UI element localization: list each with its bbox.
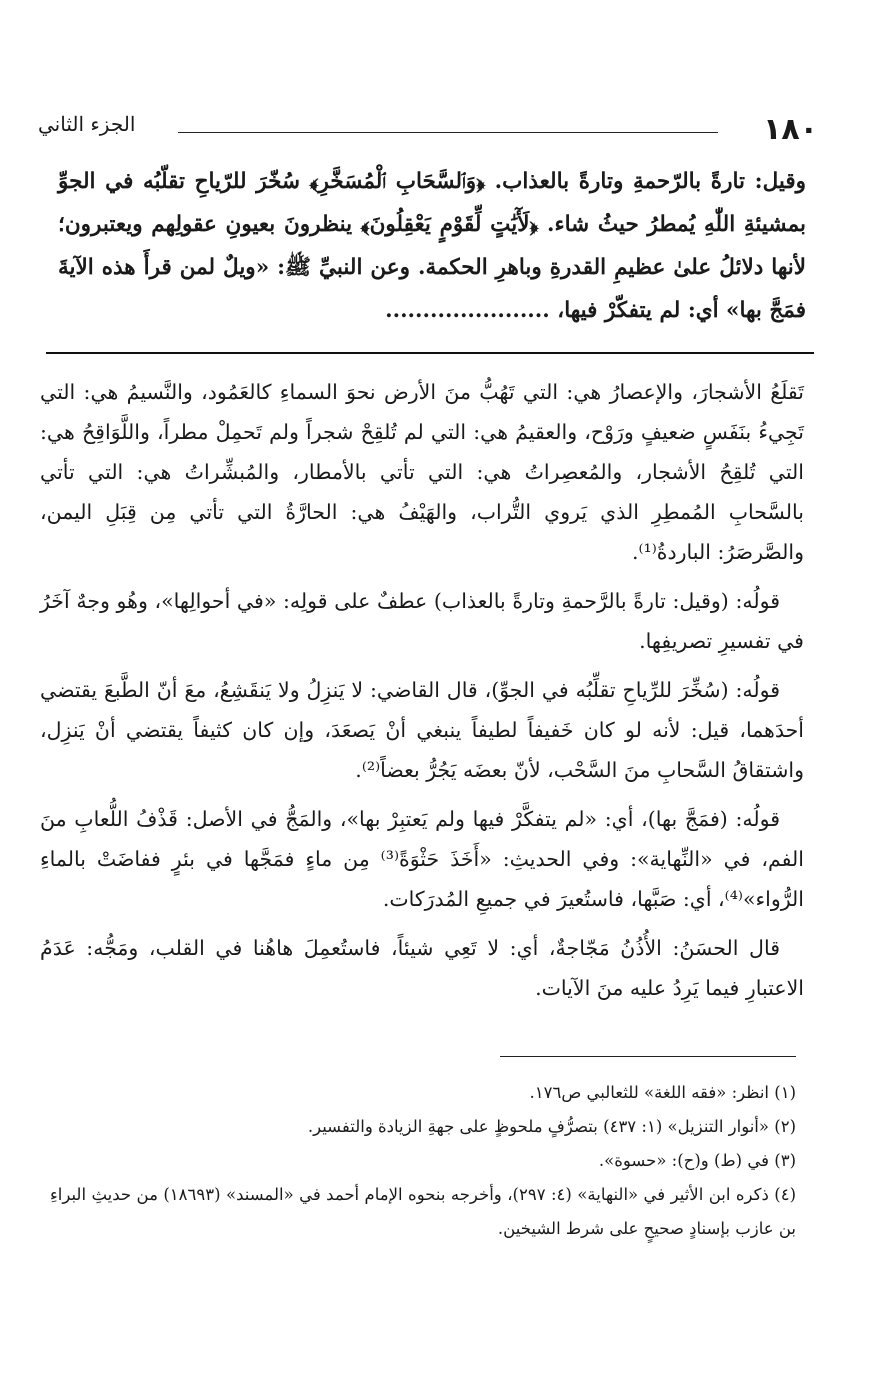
- footnote: (٢) «أنوار التنزيل» (١: ٤٣٧) بتصرُّفٍ ملحوظٍ على جهةِ الزيادة والتفسير.: [307, 1117, 796, 1136]
- footnote-divider: [500, 1056, 796, 1057]
- footnotes: [50, 1076, 796, 1246]
- commentary-paragraph: قولُه: (وقيل: تارةً بالرَّحمةِ وتارةً بالعذاب) عطفٌ على قولِه: «في أحوالِها»، وهُو وجهٌ آخَرُ في تفسيرِ تصريفِها.: [40, 589, 804, 653]
- part-title: الجزء الثاني: [38, 112, 136, 136]
- footnote: (١) انظر: «فقه اللغة» للثعالبي ص١٧٦.: [529, 1083, 796, 1102]
- main-text: [58, 160, 806, 332]
- commentary: [40, 372, 804, 1017]
- header-divider: [178, 132, 718, 133]
- main-paragraph: وقيل: تارةً بالرّحمةِ وتارةً بالعذاب. ﴿وَٱلسَّحَابِ ٱلْمُسَخَّرِ﴾ سُخّرَ للرّياحِ تقلّبُه في الجوِّ بمشيئةِ اللّٰهِ يُمطرُ حيثُ شاء. ﴿لَأٓيَٰتٍ لِّقَوْمٍ يَعْقِلُونَ﴾ ينظرونَ بعيونِ عقولِهم ويعتبرون؛ لأنها دلائلُ علىٰ عظيمِ القدرةِ وباهرِ الحكمة. وعن النبيِّ ﷺ: «ويلٌ لمن قرأَ هذه الآيةَ فمَجَّ بها» أي: لم يتفكّرْ فيها، ......................: [58, 169, 806, 323]
- footnote: (٤) ذكره ابن الأثير في «النهاية» (٤: ٢٩٧)، وأخرجه بنحوه الإمام أحمد في «المسند» (١٨٦٩٣) من حديثِ البراءِ بن عازب بإسنادٍ صحيحٍ على شرط الشيخين.: [50, 1185, 796, 1238]
- page-header: [38, 112, 818, 162]
- page-number: ١٨٠: [763, 112, 818, 147]
- footnote: (٣) في (ط) و(ح): «حسوة».: [598, 1151, 796, 1170]
- commentary-paragraph: قال الحسَنُ: الأُذُنُ مَجّاجةٌ، أي: لا تَعِي شيئاً، فاستُعمِلَ هاهُنا في القلب، ومَجُّه: عَدَمُ الاعتبارِ فيما يَرِدُ عليه منَ الآيات.: [40, 936, 804, 1000]
- commentary-paragraph: قولُه: (فمَجَّ بها)، أي: «لم يتفكَّرْ فيها ولم يَعتبِرْ بها»، والمَجُّ في الأصل: قَذْفُ اللُّعابِ منَ الفم، في «النِّهاية»: وفي الحديثِ: «أَخَذَ حَثْوَةً⁽³⁾ مِن ماءٍ فمَجَّها في بئرٍ ففاضَتْ بالماءِ الرُّواء»⁽⁴⁾، أي: صَبَّها، فاستُعيرَ في جميعِ المُدرَكات.: [40, 807, 804, 911]
- section-divider: [46, 352, 814, 354]
- commentary-paragraph: تَقلَعُ الأشجارَ، والإعصارُ هي: التي تَهُبُّ منَ الأرض نحوَ السماءِ كالعَمُود، والنَّسيمُ هي: التي تَجِيءُ بنَفَسٍ ضعيفٍ ورَوْح، والعقيمُ هي: التي لم تُلقِحْ شجراً ولم تَحمِلْ مطراً، واللَّوَاقِحُ هي: التي تُلقِحُ الأشجار، والمُعصِراتُ هي: التي تأتي بالأمطار، والمُبشِّراتُ هي: التي تأتي بالسَّحابِ المُمطِرِ الذي يَروي التُّراب، والهَيْفُ هي: الحارَّةُ التي تأتي مِن قِبَلِ اليمن، والصَّرصَرُ: الباردةُ⁽¹⁾.: [40, 380, 804, 564]
- commentary-paragraph: قولُه: (سُخِّرَ للرِّياحِ تقلِّبُه في الجوِّ)، قال القاضي: لا يَنزِلُ ولا يَنقَشِعُ، معَ أنّ الطَّبعَ يقتضي أحدَهما، قيل: لأنه لو كان خَفيفاً لطيفاً ينبغي أنْ يَصعَدَ، وإن كان كثيفاً يقتضي أنْ يَنزِل، واشتقاقُ السَّحابِ منَ السَّحْب، لأنّ بعضَه يَجُرُّ بعضاً⁽²⁾.: [40, 678, 804, 782]
